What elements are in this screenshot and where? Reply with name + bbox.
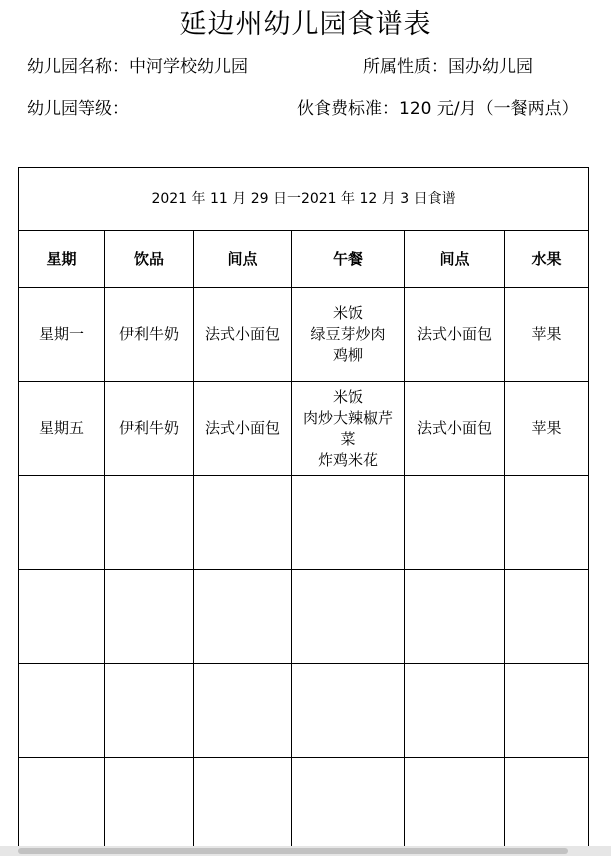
empty-cell [505, 476, 589, 570]
header-snack-1: 间点 [194, 231, 292, 288]
lunch-item: 菜 [340, 429, 356, 448]
snack-cell: 法式小面包 [405, 288, 505, 382]
lunch-item: 米饭 [332, 304, 363, 322]
empty-cell [292, 476, 405, 570]
empty-cell [194, 758, 292, 852]
header-fruit: 水果 [505, 231, 589, 288]
drink-cell: 伊利牛奶 [105, 288, 194, 382]
snack-cell: 法式小面包 [194, 288, 292, 382]
kindergarten-level: 幼儿园等级： [27, 99, 129, 119]
empty-cell [405, 664, 505, 758]
empty-row [19, 570, 589, 664]
empty-cell [194, 664, 292, 758]
lunch-item: 米饭 [332, 387, 363, 406]
empty-cell [505, 758, 589, 852]
kindergarten-name: 幼儿园名称：中河学校幼儿园 [27, 57, 248, 77]
fruit-cell: 苹果 [505, 288, 589, 382]
empty-cell [19, 476, 105, 570]
meal-fee-standard: 伙食费标准：120 元/月（一餐两点） [297, 99, 579, 119]
empty-cell [405, 570, 505, 664]
empty-cell [105, 758, 194, 852]
weekday-cell: 星期一 [19, 288, 105, 382]
empty-row [19, 664, 589, 758]
empty-cell [194, 476, 292, 570]
page-title: 延边州幼儿园食谱表 [179, 9, 432, 40]
empty-cell [405, 758, 505, 852]
empty-cell [405, 476, 505, 570]
lunch-item: 绿豆芽炒肉 [310, 325, 386, 343]
snack-cell: 法式小面包 [194, 382, 292, 476]
lunch-item: 炸鸡米花 [317, 450, 378, 469]
header-snack-2: 间点 [405, 231, 505, 288]
empty-cell [105, 570, 194, 664]
kindergarten-type: 所属性质：国办幼儿园 [363, 57, 533, 77]
lunch-cell [292, 382, 405, 476]
empty-cell [292, 570, 405, 664]
empty-row [19, 758, 589, 852]
scrollbar-thumb[interactable] [18, 848, 568, 854]
lunch-item: 鸡柳 [332, 346, 363, 364]
empty-cell [105, 476, 194, 570]
horizontal-scrollbar[interactable] [0, 846, 611, 856]
empty-cell [19, 570, 105, 664]
caption-row [19, 168, 589, 231]
empty-cell [19, 758, 105, 852]
menu-date-range: 2021 年 11 月 29 日一2021 年 12 月 3 日食谱 [19, 168, 589, 231]
empty-cell [505, 664, 589, 758]
empty-cell [19, 664, 105, 758]
empty-cell [505, 570, 589, 664]
lunch-cell [292, 288, 405, 382]
header-drink: 饮品 [105, 231, 194, 288]
empty-cell [292, 758, 405, 852]
lunch-item: 肉炒大辣椒芹 [302, 408, 393, 427]
header-weekday: 星期 [19, 231, 105, 288]
snack-cell: 法式小面包 [405, 382, 505, 476]
empty-cell [292, 664, 405, 758]
header-lunch: 午餐 [292, 231, 405, 288]
weekday-cell: 星期五 [19, 382, 105, 476]
empty-cell [194, 570, 292, 664]
table-row [19, 288, 589, 382]
fruit-cell: 苹果 [505, 382, 589, 476]
header-row [19, 231, 589, 288]
empty-cell [105, 664, 194, 758]
empty-row [19, 476, 589, 570]
menu-table [18, 167, 589, 852]
drink-cell: 伊利牛奶 [105, 382, 194, 476]
table-row [19, 382, 589, 476]
